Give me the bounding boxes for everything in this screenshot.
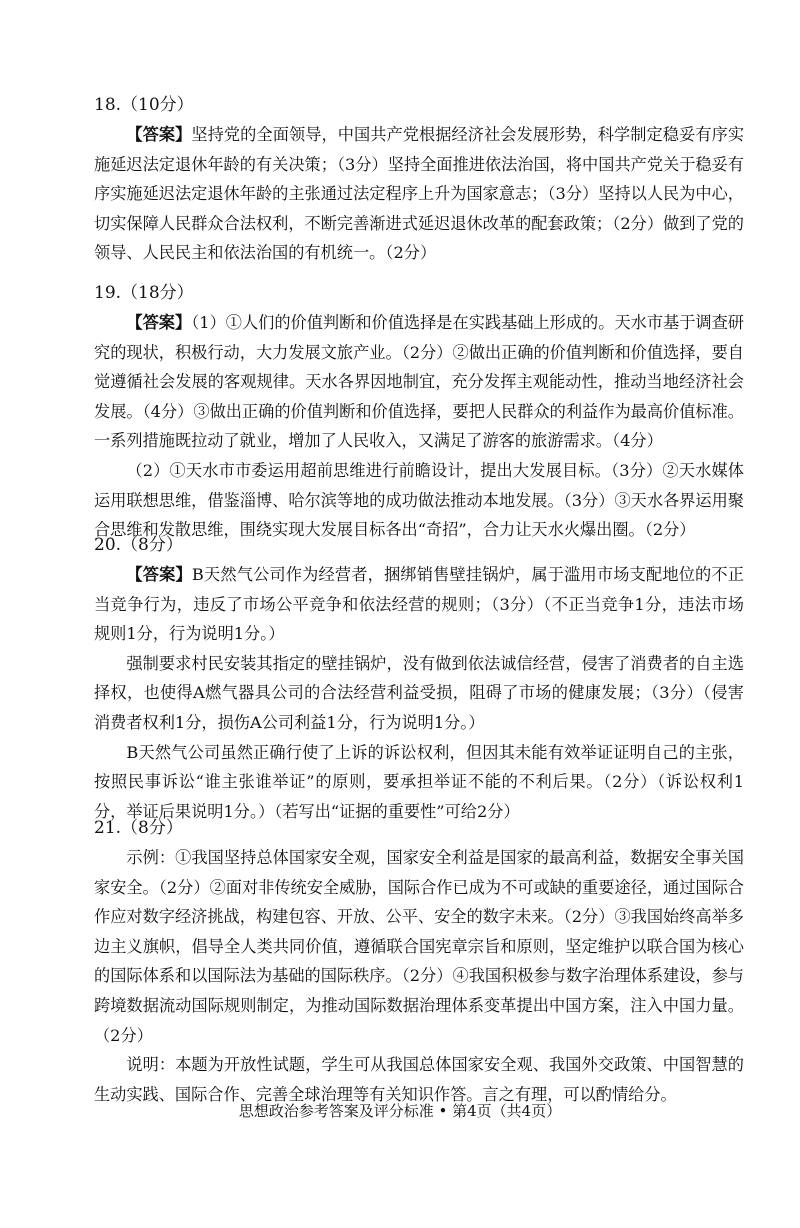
question-18-heading: 18.（10分） — [94, 95, 194, 115]
answer-tag: 【答案】 — [126, 313, 192, 332]
question-19-answer-part-1 — [94, 308, 744, 456]
question-20-answer-para-2 — [94, 649, 744, 738]
question-21 — [94, 813, 744, 1109]
question-21-example — [94, 843, 744, 1050]
question-21-heading: 21.（8分） — [94, 818, 183, 838]
question-20 — [94, 530, 744, 826]
answer-text: （2）①天水市市委运用超前思维进行前瞻设计，提出大发展目标。（3分）②天水媒体运用联想思维，借鉴淄博、哈尔滨等地的成功做法推动本地发展。（3分）③天水各界运用聚合思维和发散思维，围绕实现大发展目标各出“奇招”，合力让天水火爆出圈。（2分） — [94, 460, 744, 540]
answer-tag: 【答案】 — [126, 565, 192, 584]
page-footer: 思想政治参考答案及评分标准 • 第4页（共4页） — [238, 1102, 562, 1120]
question-19-heading: 19.（18分） — [94, 283, 194, 303]
answer-text: 坚持党的全面领导，中国共产党根据经济社会发展形势，科学制定稳妥有序实施延迟法定退休年龄的有关决策；（3分）坚持全面推进依法治国，将中国共产党关于稳妥有序实施延迟法定退休年龄的主张通过法定程序上升为国家意志；（3分）坚持以人民为中心，切实保障人民群众合法权利，不断完善渐进式延迟退休改革的配套政策；（2分）做到了党的领导、人民民主和依法治国的有机统一。（2分） — [94, 125, 745, 263]
question-20-answer-para-1 — [94, 560, 744, 649]
question-18-answer — [94, 120, 744, 268]
answer-tag: 【答案】 — [126, 125, 192, 144]
answer-text: B天然气公司虽然正确行使了上诉的诉讼权利，但因其未能有效举证证明自己的主张，按照民事诉讼“谁主张谁举证”的原则，要承担举证不能的不利后果。（2分）（诉讼权利1分，举证后果说明1分。）（若写出“证据的重要性”可给2分） — [94, 742, 744, 821]
answer-text: 说明：本题为开放性试题，学生可从我国总体国家安全观、我国外交政策、中国智慧的生动实践、国际合作、完善全球治理等有关知识作答。言之有理，可以酌情给分。 — [94, 1055, 744, 1104]
answer-text: B天然气公司作为经营者，捆绑销售壁挂锅炉，属于滥用市场支配地位的不正当竞争行为，违反了市场公平竞争和依法经营的规则；（3分）（不正当竞争1分，违法市场规则1分，行为说明1分。） — [94, 565, 744, 644]
answer-text: 强制要求村民安装其指定的壁挂锅炉，没有做到依法诚信经营，侵害了消费者的自主选择权，也使得A燃气器具公司的合法经营利益受损，阻碍了市场的健康发展；（3分）（侵害消费者权利1分，损伤A公司利益1分，行为说明1分。） — [94, 653, 744, 732]
answer-text: （1）①人们的价值判断和价值选择是在实践基础上形成的。天水市基于调查研究的现状，积极行动，大力发展文旅产业。（2分）②做出正确的价值判断和价值选择，要自觉遵循社会发展的客观规律。天水各界因地制宜，充分发挥主观能动性，推动当地经济社会发展。（4分）③做出正确的价值判断和价值选择，要把人民群众的利益作为最高价值标准。一系列措施既拉动了就业，增加了人民收入，又满足了游客的旅游需求。（4分） — [94, 313, 744, 451]
question-20-heading: 20.（8分） — [94, 535, 183, 555]
question-18 — [94, 90, 744, 268]
question-19 — [94, 278, 744, 545]
answer-text: 示例：①我国坚持总体国家安全观，国家安全利益是国家的最高利益，数据安全事关国家安全。（2分）②面对非传统安全威胁，国际合作已成为不可或缺的重要途径，通过国际合作应对数字经济挑战，构建包容、开放、公平、安全的数字未来。（2分）③我国始终高举多边主义旗帜，倡导全人类共同价值，遵循联合国宪章宗旨和原则，坚定维护以联合国为核心的国际体系和以国际法为基础的国际秩序。（2分）④我国积极参与数字治理体系建设，参与跨境数据流动国际规则制定，为推动国际数据治理体系变革提出中国方案，注入中国力量。（2分） — [94, 848, 744, 1045]
